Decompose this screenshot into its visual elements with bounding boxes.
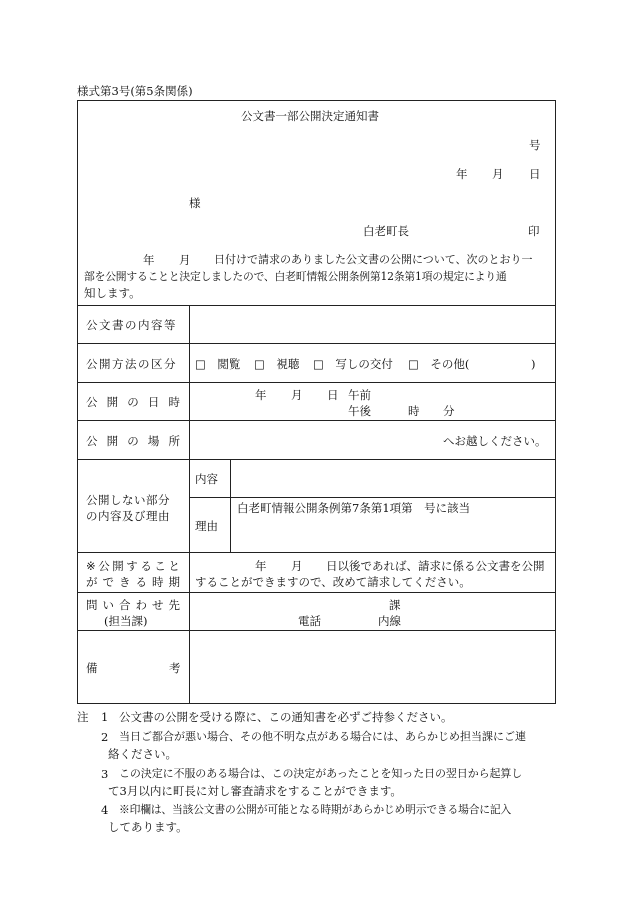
note-2-line-1: 当日ご都合が悪い場合、その他不明な点がある場合には、あらかじめ担当課にご連 bbox=[119, 730, 526, 743]
datetime-hour: 時 bbox=[408, 404, 420, 418]
row-divider bbox=[77, 305, 556, 306]
body-year: 年 bbox=[143, 253, 155, 267]
notes-prefix: 注 bbox=[77, 710, 89, 724]
note-4-line-2: してあります。 bbox=[108, 820, 188, 834]
row-divider bbox=[77, 630, 556, 631]
remarks-label-1: 備 bbox=[86, 661, 98, 675]
datetime-minute: 分 bbox=[443, 404, 455, 418]
note-1-number: 1 bbox=[101, 710, 109, 724]
method-option-audiovisual[interactable]: □ 視聴 bbox=[254, 357, 300, 371]
row-divider bbox=[77, 382, 556, 383]
sub-reason-label: 理由 bbox=[195, 519, 218, 533]
date-year: 年 bbox=[456, 167, 468, 181]
future-line-1: 日以後であれば、請求に係る公文書を公開 bbox=[326, 559, 545, 573]
contact-section: 課 bbox=[389, 598, 401, 612]
note-4-number: 4 bbox=[101, 803, 109, 817]
row-divider bbox=[77, 343, 556, 344]
sub-column-divider bbox=[230, 459, 231, 552]
note-1: 公文書の公開を受ける際に、この通知書を必ずご持参ください。 bbox=[119, 710, 453, 724]
note-3-number: 3 bbox=[101, 767, 109, 781]
future-line-2: することができますので、改めて請求してください。 bbox=[195, 575, 471, 589]
method-option-copy[interactable]: □ 写しの交付 bbox=[313, 357, 393, 371]
nondisclosed-label-line-2: の内容及び理由 bbox=[86, 509, 170, 523]
seal-mark: 印 bbox=[528, 224, 540, 238]
form-label: 様式第3号(第5条関係) bbox=[77, 84, 193, 98]
future-label-line-2: が で き る 時 期 bbox=[86, 575, 180, 589]
sub-row-divider bbox=[189, 497, 556, 498]
contact-label-line-2: (担当課) bbox=[104, 614, 148, 628]
row-divider bbox=[77, 459, 556, 460]
body-line-2: 部を公開することと決定しましたので、白老町情報公開条例第12条第1項の規定により通 bbox=[84, 270, 507, 283]
remarks-label-2: 考 bbox=[169, 661, 181, 675]
row-divider bbox=[77, 552, 556, 553]
content-label: 公文書の内容等 bbox=[86, 318, 177, 332]
datetime-year: 年 bbox=[255, 388, 267, 402]
method-label: 公開方法の区分 bbox=[86, 357, 177, 371]
body-line-1: 日付けで請求のありました公文書の公開について、次のとおり一 bbox=[214, 253, 533, 266]
number-unit: 号 bbox=[529, 138, 541, 152]
note-2-line-2: 絡ください。 bbox=[108, 747, 177, 761]
future-label-line-1: ※ 公 開 す る こ と bbox=[86, 559, 180, 573]
recipient-suffix: 様 bbox=[189, 196, 201, 210]
datetime-day: 日 bbox=[327, 388, 339, 402]
body-month: 月 bbox=[179, 253, 191, 267]
datetime-label: 公 開 の 日 時 bbox=[86, 395, 180, 409]
row-divider bbox=[77, 420, 556, 421]
note-3-line-1: この決定に不服のある場合は、この決定があったことを知った日の翌日から起算し bbox=[119, 767, 523, 780]
future-month: 月 bbox=[291, 559, 303, 573]
method-option-view[interactable]: □ 閲覧 bbox=[195, 357, 241, 371]
note-2-number: 2 bbox=[101, 730, 109, 744]
note-4-line-1: ※印欄は、当該公文書の公開が可能となる時期があらかじめ明示できる場合に記入 bbox=[119, 803, 512, 816]
date-month: 月 bbox=[492, 167, 504, 181]
place-label: 公 開 の 場 所 bbox=[86, 434, 180, 448]
sub-content-label: 内容 bbox=[195, 472, 218, 486]
contact-label-line-1: 問 い 合 わ せ 先 bbox=[86, 598, 180, 612]
nondisclosed-label-line-1: 公開しない部分 bbox=[86, 493, 170, 507]
future-year: 年 bbox=[255, 559, 267, 573]
method-other-close: ) bbox=[531, 357, 536, 371]
method-option-other[interactable]: □ その他( bbox=[408, 357, 470, 371]
contact-extension: 内線 bbox=[378, 614, 401, 628]
column-divider bbox=[189, 305, 190, 703]
date-day: 日 bbox=[529, 167, 541, 181]
row-divider bbox=[77, 592, 556, 593]
sender-name: 白老町長 bbox=[363, 224, 409, 238]
datetime-pm: 午後 bbox=[348, 404, 371, 418]
body-line-3: 知します。 bbox=[84, 286, 141, 300]
datetime-am: 午前 bbox=[348, 388, 371, 402]
note-3-line-2: て3月以内に町長に対し審査請求をすることができます。 bbox=[108, 784, 402, 798]
reason-text: 白老町情報公開条例第7条第1項第 号に該当 bbox=[237, 501, 471, 515]
document-title: 公文書一部公開決定通知書 bbox=[241, 109, 379, 123]
datetime-month: 月 bbox=[291, 388, 303, 402]
contact-phone: 電話 bbox=[298, 614, 321, 628]
place-suffix: へお越しください。 bbox=[443, 434, 547, 448]
